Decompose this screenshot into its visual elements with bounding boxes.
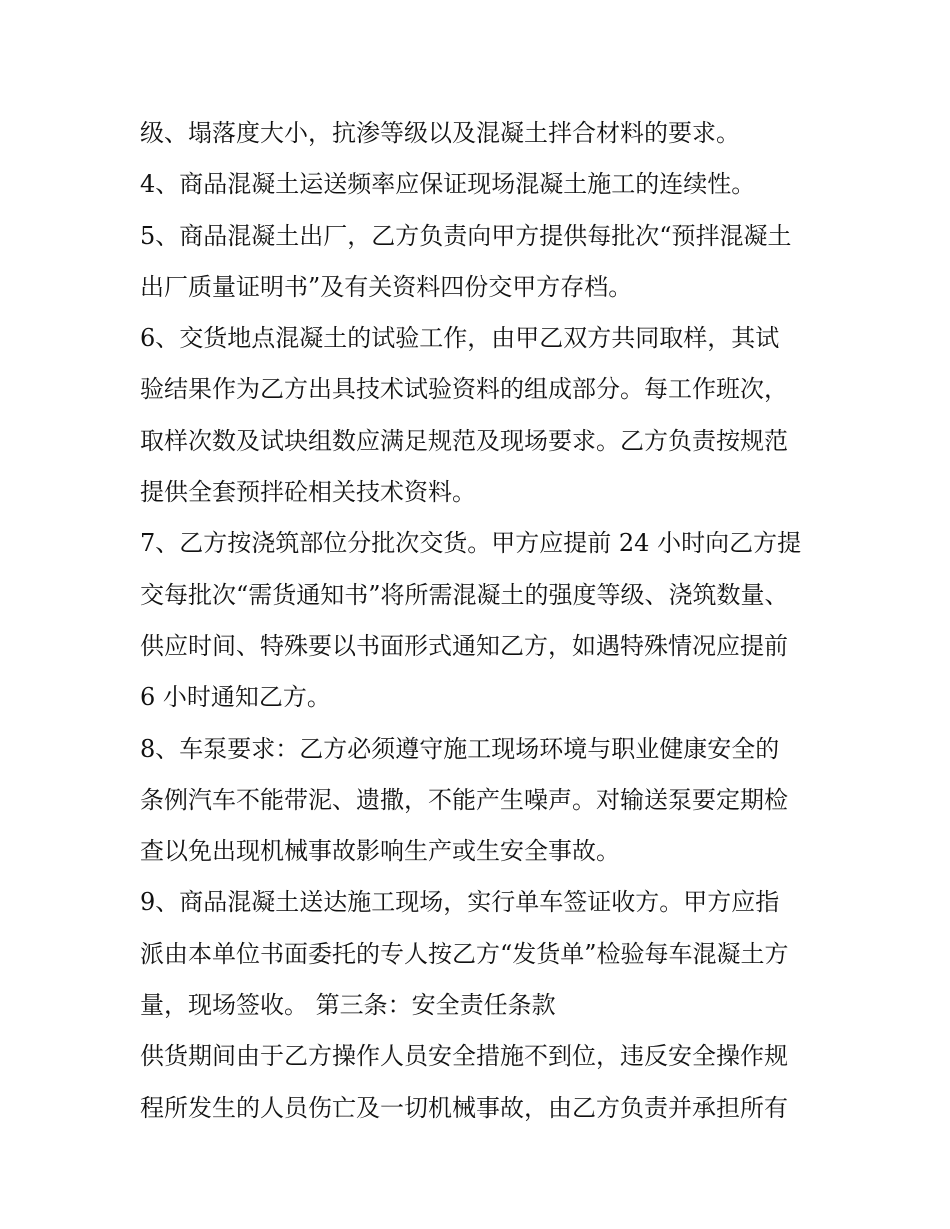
text-line: 8、车泵要求：乙方必须遵守施工现场环境与职业健康安全的 — [140, 734, 780, 763]
text-line: 出厂质量证明书”及有关资料四份交甲方存档。 — [140, 272, 633, 301]
text-line: 6、交货地点混凝土的试验工作，由甲乙双方共同取样，其试 — [140, 324, 780, 353]
text-line: 供货期间由于乙方操作人员安全措施不到位，违反安全操作规 — [140, 1042, 788, 1071]
text-line: 级、塌落度大小，抗渗等级以及混凝土拌合材料的要求。 — [140, 119, 740, 147]
text-line: 5、商品混凝土出厂，乙方负责向甲方提供每批次“预拌混凝土 — [140, 221, 792, 250]
text-line: 查以免出现机械事故影响生产或生安全事故。 — [140, 837, 620, 866]
text-line: 7、乙方按浇筑部位分批次交货。甲方应提前 24 小时向乙方提 — [140, 529, 802, 558]
text-line: 条例汽车不能带泥、遗撒，不能产生噪声。对输送泵要定期检 — [140, 785, 788, 814]
text-line: 供应时间、特殊要以书面形式通知乙方，如遇特殊情况应提前 — [140, 631, 788, 660]
text-line: 取样次数及试块组数应满足规范及现场要求。乙方负责按规范 — [140, 426, 788, 455]
document-body — [140, 108, 820, 1134]
text-line: 验结果作为乙方出具技术试验资料的组成部分。每工作班次， — [140, 375, 788, 404]
text-line: 9、商品混凝土送达施工现场，实行单车签证收方。甲方应指 — [140, 888, 780, 917]
text-line: 交每批次“需货通知书”将所需混凝土的强度等级、浇筑数量、 — [140, 580, 789, 609]
text-line: 6 小时通知乙方。 — [140, 683, 331, 712]
text-line: 量，现场签收。 第三条：安全责任条款 — [140, 991, 556, 1020]
text-line: 派由本单位书面委托的专人按乙方“发货单”检验每车混凝土方 — [140, 939, 789, 968]
text-line: 4、商品混凝土运送频率应保证现场混凝土施工的连续性。 — [140, 170, 756, 199]
text-line: 程所发生的人员伤亡及一切机械事故，由乙方负责并承担所有 — [140, 1093, 788, 1122]
text-line: 提供全套预拌砼相关技术资料。 — [140, 478, 476, 507]
